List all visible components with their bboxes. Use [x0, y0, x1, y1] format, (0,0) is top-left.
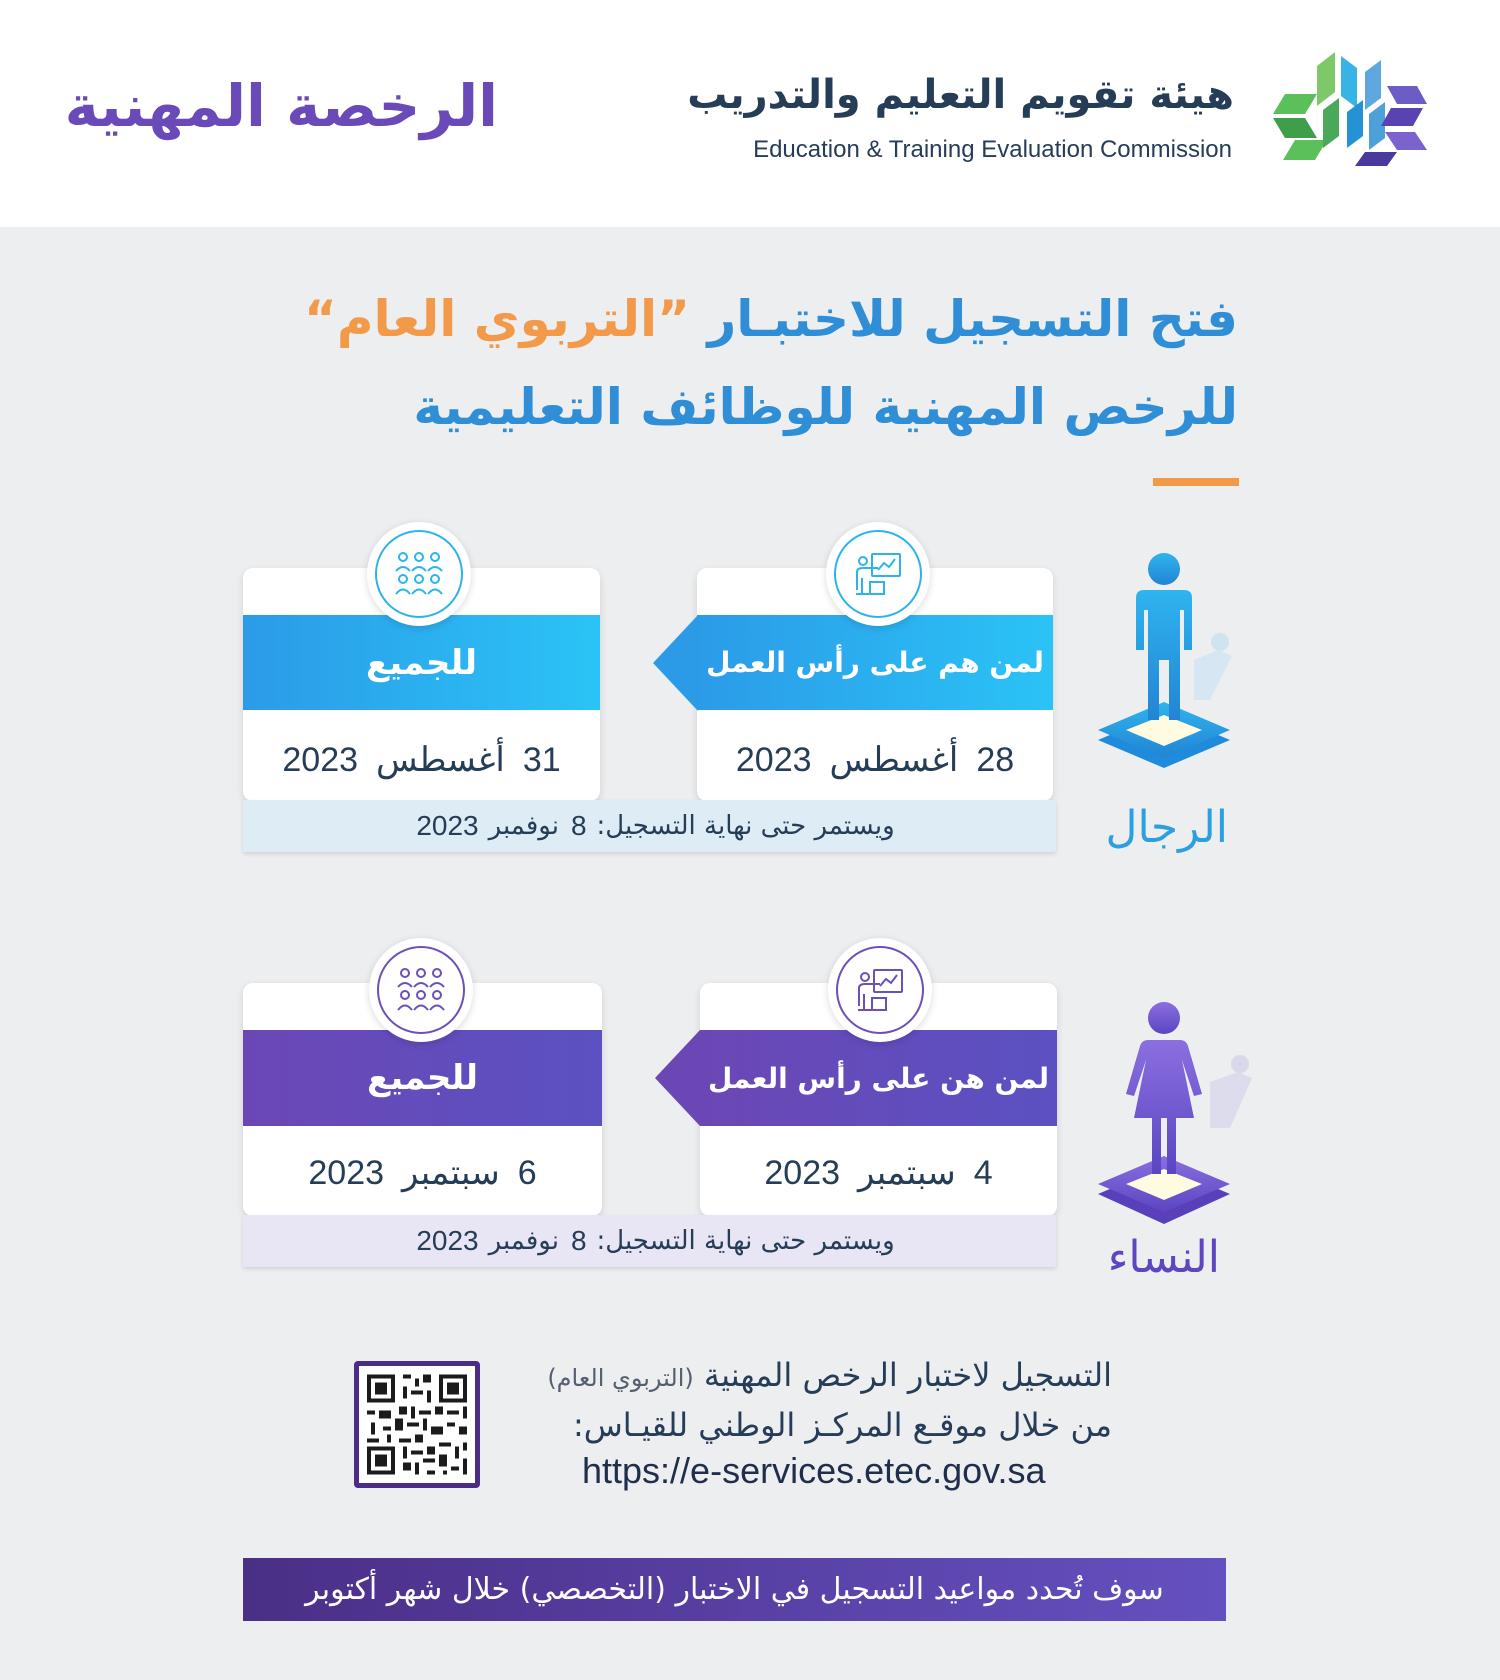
men-all-label: للجميع	[365, 642, 478, 683]
headline-quote: ”التربوي العام“	[303, 290, 691, 348]
headline-divider	[1153, 478, 1239, 486]
women-all-circle	[369, 938, 473, 1042]
qr-code[interactable]	[354, 1361, 480, 1488]
headline-prefix: فتح التسجيل للاختبـار	[707, 290, 1238, 348]
note-text: ويستمر حتى نهاية التسجيل:	[596, 1226, 895, 1256]
note-year: 2023	[416, 810, 479, 841]
org-name-en: Education & Training Evaluation Commission	[753, 136, 1232, 163]
women-employed-label: لمن هن على رأس العمل	[708, 1061, 1050, 1095]
men-all-circle	[367, 522, 471, 626]
date-month: أغسطس	[829, 741, 959, 779]
date-day: 28	[976, 740, 1015, 779]
date-year: 2023	[735, 740, 812, 779]
headline-line1	[304, 290, 1238, 348]
note-year: 2023	[416, 1225, 479, 1256]
men-employed-circle	[826, 522, 930, 626]
registration-url-link[interactable]: https://e-services.etec.gov.sa	[582, 1450, 1046, 1491]
women-arrow	[655, 1030, 700, 1126]
date-day: 4	[973, 1153, 993, 1192]
women-employed-band	[700, 1030, 1057, 1126]
date-year: 2023	[308, 1153, 385, 1192]
group-icon	[391, 549, 447, 599]
note-month: نوفمبر	[488, 811, 559, 841]
date-day: 6	[517, 1153, 537, 1192]
note-text: ويستمر حتى نهاية التسجيل:	[596, 811, 895, 841]
men-all-band	[243, 615, 600, 710]
women-all-band	[243, 1030, 602, 1126]
note-day: 8	[570, 810, 587, 841]
men-note	[243, 800, 1056, 852]
registration-line1	[547, 1356, 1112, 1394]
note-day: 8	[570, 1225, 587, 1256]
men-employed-date	[697, 730, 1053, 790]
headline-line2: للرخص المهنية للوظائف التعليمية	[413, 378, 1238, 436]
date-day: 31	[522, 740, 561, 779]
date-year: 2023	[282, 740, 359, 779]
footer-banner	[243, 1558, 1226, 1621]
men-all-date	[243, 730, 600, 790]
group-icon	[393, 965, 449, 1015]
presenter-icon	[852, 548, 904, 600]
men-label: الرجال	[1105, 802, 1228, 853]
registration-paren: (التربوي العام)	[547, 1364, 694, 1392]
footer-text: سوف تُحدد مواعيد التسجيل في الاختبار (التخصصي) خلال شهر أكتوبر	[305, 1572, 1164, 1607]
date-month: سبتمبر	[858, 1154, 956, 1192]
registration-text: التسجيل لاختبار الرخص المهنية	[703, 1356, 1112, 1394]
men-arrow	[653, 615, 698, 711]
date-month: أغسطس	[376, 741, 505, 779]
date-month: سبتمبر	[402, 1154, 500, 1192]
men-employed-label: لمن هم على رأس العمل	[706, 646, 1044, 679]
women-all-label: للجميع	[366, 1058, 479, 1098]
date-year: 2023	[764, 1153, 841, 1192]
women-note	[243, 1215, 1056, 1267]
women-figure-icon	[1090, 998, 1260, 1230]
women-employed-date	[700, 1143, 1057, 1203]
org-name-ar: هيئة تقويم التعليم والتدريب	[687, 72, 1234, 118]
men-figure-icon	[1090, 550, 1250, 770]
note-month: نوفمبر	[488, 1226, 559, 1256]
presenter-icon	[854, 964, 906, 1016]
page-title: الرخصة المهنية	[64, 72, 498, 140]
etec-logo-icon	[1265, 52, 1435, 167]
men-employed-band	[697, 615, 1053, 710]
women-employed-circle	[828, 938, 932, 1042]
registration-line2: من خلال موقـع المركـز الوطني للقيـاس:	[572, 1406, 1112, 1444]
qr-code-icon	[359, 1366, 475, 1483]
women-label: النساء	[1107, 1232, 1220, 1283]
women-all-date	[243, 1143, 602, 1203]
